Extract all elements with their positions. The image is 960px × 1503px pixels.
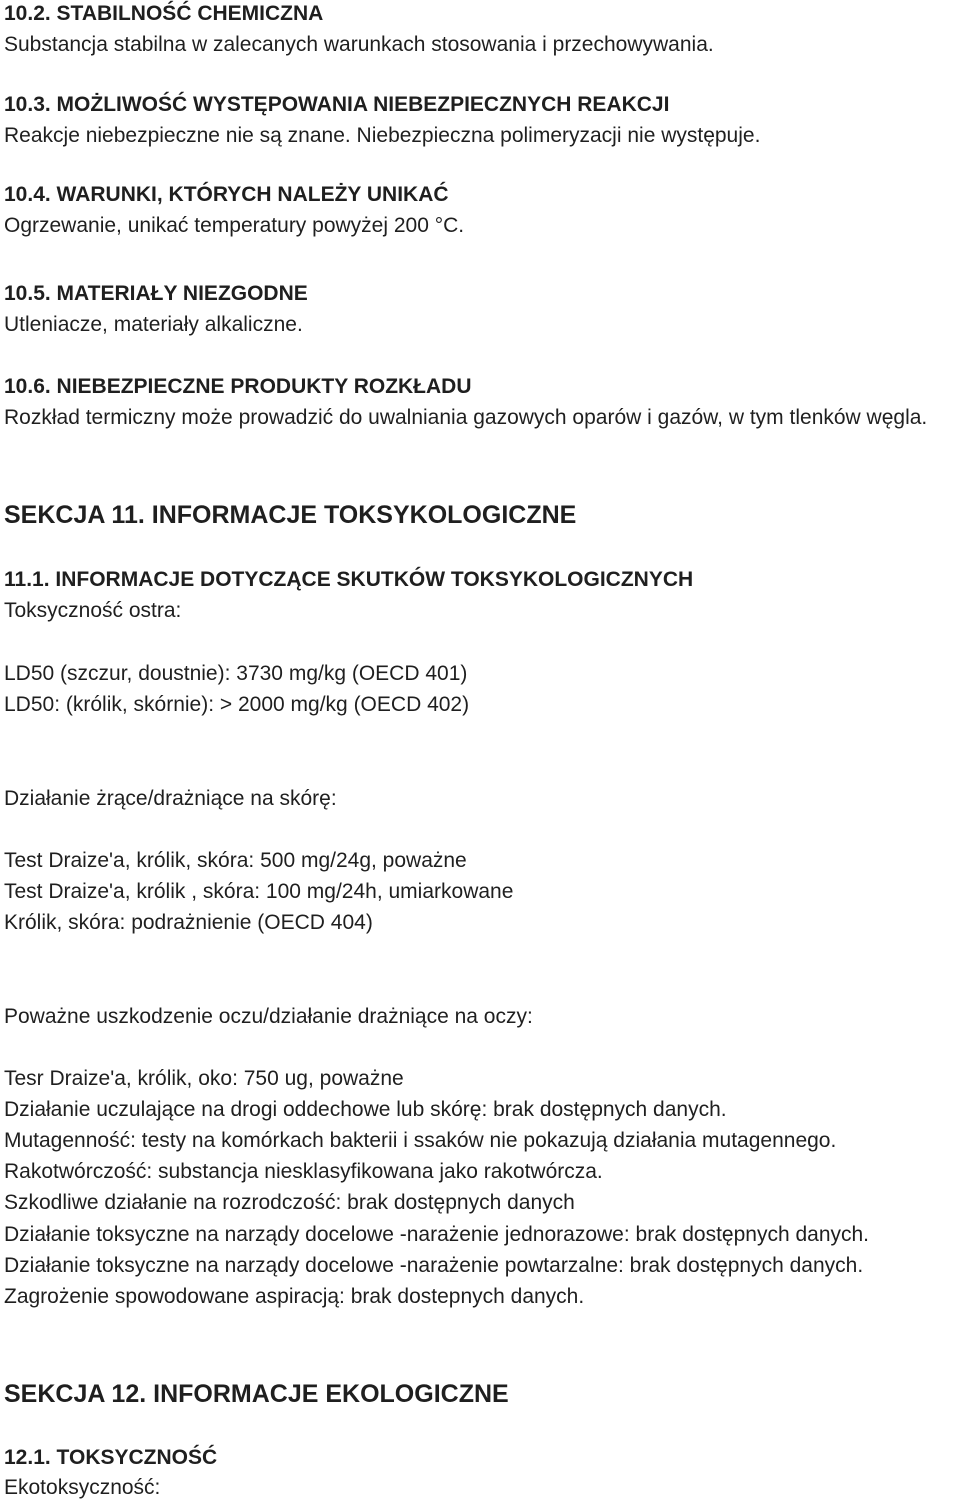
- skin-corrosion-label: Działanie żrące/drażniące na skórę:: [4, 787, 337, 810]
- section-12-title: SEKCJA 12. INFORMACJE EKOLOGICZNE: [4, 1380, 509, 1408]
- acute-toxicity-label: Toksyczność ostra:: [4, 599, 182, 622]
- section-11-title: SEKCJA 11. INFORMACJE TOKSYKOLOGICZNE: [4, 501, 577, 529]
- skin-test-3: Królik, skóra: podrażnienie (OECD 404): [4, 911, 373, 934]
- ld50-dermal: LD50: (królik, skórnie): > 2000 mg/kg (OECD 402): [4, 693, 470, 716]
- heading-12-1: 12.1. TOKSYCZNOŚĆ: [4, 1446, 218, 1469]
- heading-10-2: 10.2. STABILNOŚĆ CHEMICZNA: [4, 2, 324, 25]
- skin-test-2: Test Draize'a, królik , skóra: 100 mg/24h, umiarkowane: [4, 880, 514, 903]
- heading-10-3: 10.3. MOŻLIWOŚĆ WYSTĘPOWANIA NIEBEZPIECZNYCH REAKCJI: [4, 93, 670, 116]
- heading-10-4: 10.4. WARUNKI, KTÓRYCH NALEŻY UNIKAĆ: [4, 183, 449, 206]
- stot-repeated-exposure: Działanie toksyczne na narządy docelowe -narażenie powtarzalne: brak dostępnych danych.: [4, 1254, 864, 1277]
- text-10-3: Reakcje niebezpieczne nie są znane. Niebezpieczna polimeryzacji nie występuje.: [4, 124, 761, 147]
- eye-test-1: Tesr Draize'a, królik, oko: 750 ug, poważne: [4, 1067, 404, 1090]
- reproductive-toxicity: Szkodliwe działanie na rozrodczość: brak dostępnych danych: [4, 1191, 575, 1214]
- text-10-6: Rozkład termiczny może prowadzić do uwalniania gazowych oparów i gazów, w tym tlenków węgla.: [4, 406, 928, 429]
- stot-single-exposure: Działanie toksyczne na narządy docelowe -narażenie jednorazowe: brak dostępnych danych.: [4, 1223, 870, 1246]
- ld50-oral: LD50 (szczur, doustnie): 3730 mg/kg (OECD 401): [4, 662, 468, 685]
- sensitization: Działanie uczulające na drogi oddechowe lub skórę: brak dostępnych danych.: [4, 1098, 727, 1121]
- text-10-4: Ogrzewanie, unikać temperatury powyżej 200 °C.: [4, 214, 465, 237]
- heading-11-1: 11.1. INFORMACJE DOTYCZĄCE SKUTKÓW TOKSYKOLOGICZNYCH: [4, 568, 694, 591]
- aspiration-hazard: Zagrożenie spowodowane aspiracją: brak dostepnych danych.: [4, 1285, 585, 1308]
- ecotoxicity-label: Ekotoksyczność:: [4, 1476, 161, 1499]
- text-10-5: Utleniacze, materiały alkaliczne.: [4, 313, 303, 336]
- heading-10-5: 10.5. MATERIAŁY NIEZGODNE: [4, 282, 308, 305]
- heading-10-6: 10.6. NIEBEZPIECZNE PRODUKTY ROZKŁADU: [4, 375, 472, 398]
- eye-damage-label: Poważne uszkodzenie oczu/działanie drażniące na oczy:: [4, 1005, 533, 1028]
- mutagenicity: Mutagenność: testy na komórkach bakterii i ssaków nie pokazują działania mutagennego.: [4, 1129, 837, 1152]
- carcinogenicity: Rakotwórczość: substancja niesklasyfikowana jako rakotwórcza.: [4, 1160, 603, 1183]
- text-10-2: Substancja stabilna w zalecanych warunkach stosowania i przechowywania.: [4, 33, 714, 56]
- skin-test-1: Test Draize'a, królik, skóra: 500 mg/24g, poważne: [4, 849, 467, 872]
